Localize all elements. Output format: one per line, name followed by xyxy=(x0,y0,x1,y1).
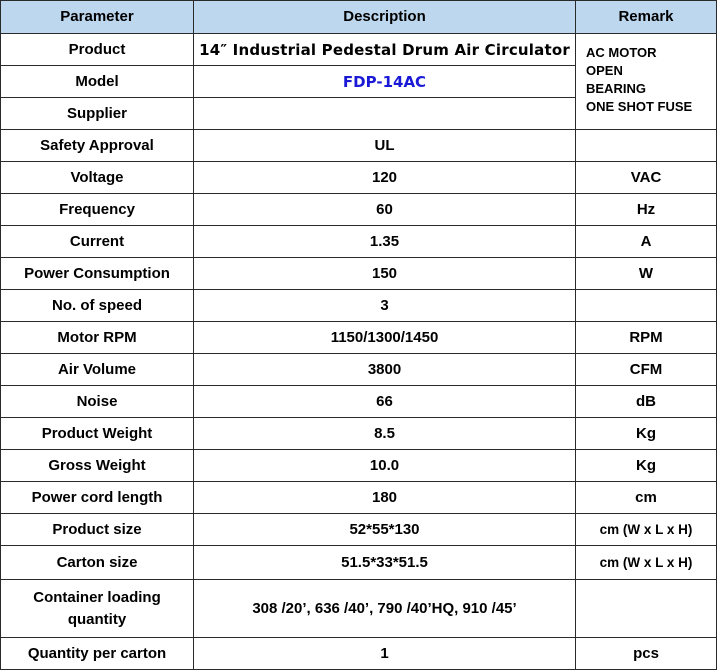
table-row xyxy=(1,354,717,386)
param-cell: Product size xyxy=(1,514,194,546)
param-cell: Air Volume xyxy=(1,354,194,386)
table-row xyxy=(1,638,717,670)
param-cell: Frequency xyxy=(1,194,194,226)
table-row xyxy=(1,546,717,580)
remark-cell: W xyxy=(576,258,717,290)
remark-cell: dB xyxy=(576,386,717,418)
table-row xyxy=(1,418,717,450)
desc-cell: 10.0 xyxy=(194,450,576,482)
remark-cell: A xyxy=(576,226,717,258)
remark-merged-cell xyxy=(576,34,717,130)
desc-cell: 1 xyxy=(194,638,576,670)
table-row xyxy=(1,386,717,418)
desc-cell: 51.5*33*51.5 xyxy=(194,546,576,580)
desc-cell: 180 xyxy=(194,482,576,514)
param-cell: Quantity per carton xyxy=(1,638,194,670)
remark-cell: cm (W x L x H) xyxy=(576,546,717,580)
header-description: Description xyxy=(194,1,576,34)
table-row xyxy=(1,258,717,290)
desc-cell: 1.35 xyxy=(194,226,576,258)
param-cell: Product xyxy=(1,34,194,66)
param-cell: Motor RPM xyxy=(1,322,194,354)
desc-cell: 308 /20’, 636 /40’, 790 /40’HQ, 910 /45’ xyxy=(194,580,576,638)
table-row xyxy=(1,482,717,514)
desc-cell: 14″ Industrial Pedestal Drum Air Circulator xyxy=(194,34,576,66)
param-cell: Gross Weight xyxy=(1,450,194,482)
desc-cell: 1150/1300/1450 xyxy=(194,322,576,354)
table-row xyxy=(1,34,717,66)
param-cell: Safety Approval xyxy=(1,130,194,162)
remark-cell: VAC xyxy=(576,162,717,194)
param-cell: Voltage xyxy=(1,162,194,194)
desc-cell: 150 xyxy=(194,258,576,290)
param-cell: Power Consumption xyxy=(1,258,194,290)
param-cell: Supplier xyxy=(1,98,194,130)
table-row xyxy=(1,226,717,258)
remark-cell: Kg xyxy=(576,450,717,482)
param-line: quantity xyxy=(67,610,127,628)
desc-cell xyxy=(194,98,576,130)
param-cell: Model xyxy=(1,66,194,98)
remark-line: ONE SHOT FUSE xyxy=(586,99,693,114)
param-cell: Product Weight xyxy=(1,418,194,450)
remark-cell xyxy=(576,580,717,638)
model-value: FDP-14AC xyxy=(194,66,576,98)
remark-cell: CFM xyxy=(576,354,717,386)
remark-cell xyxy=(576,130,717,162)
table-row xyxy=(1,580,717,638)
remark-line: AC MOTOR xyxy=(586,45,657,60)
table-row xyxy=(1,162,717,194)
table-row xyxy=(1,322,717,354)
remark-line: OPEN xyxy=(586,63,623,78)
desc-cell: 60 xyxy=(194,194,576,226)
header-remark: Remark xyxy=(576,1,717,34)
remark-cell: pcs xyxy=(576,638,717,670)
desc-cell: 8.5 xyxy=(194,418,576,450)
param-cell: Carton size xyxy=(1,546,194,580)
desc-cell: UL xyxy=(194,130,576,162)
param-cell: Noise xyxy=(1,386,194,418)
remark-cell: cm (W x L x H) xyxy=(576,514,717,546)
param-cell xyxy=(1,580,194,638)
param-cell: Power cord length xyxy=(1,482,194,514)
param-cell: No. of speed xyxy=(1,290,194,322)
param-cell: Current xyxy=(1,226,194,258)
remark-cell: cm xyxy=(576,482,717,514)
desc-cell: 52*55*130 xyxy=(194,514,576,546)
remark-cell: Kg xyxy=(576,418,717,450)
remark-cell xyxy=(576,290,717,322)
header-row xyxy=(1,1,717,34)
table-row xyxy=(1,290,717,322)
table-row xyxy=(1,514,717,546)
header-parameter: Parameter xyxy=(1,1,194,34)
param-line: Container loading xyxy=(33,588,161,606)
table-row xyxy=(1,194,717,226)
remark-cell: RPM xyxy=(576,322,717,354)
remark-cell: Hz xyxy=(576,194,717,226)
desc-cell: 3800 xyxy=(194,354,576,386)
desc-cell: 120 xyxy=(194,162,576,194)
remark-line: BEARING xyxy=(586,81,646,96)
table-row xyxy=(1,130,717,162)
desc-cell: 66 xyxy=(194,386,576,418)
table-row xyxy=(1,450,717,482)
desc-cell: 3 xyxy=(194,290,576,322)
